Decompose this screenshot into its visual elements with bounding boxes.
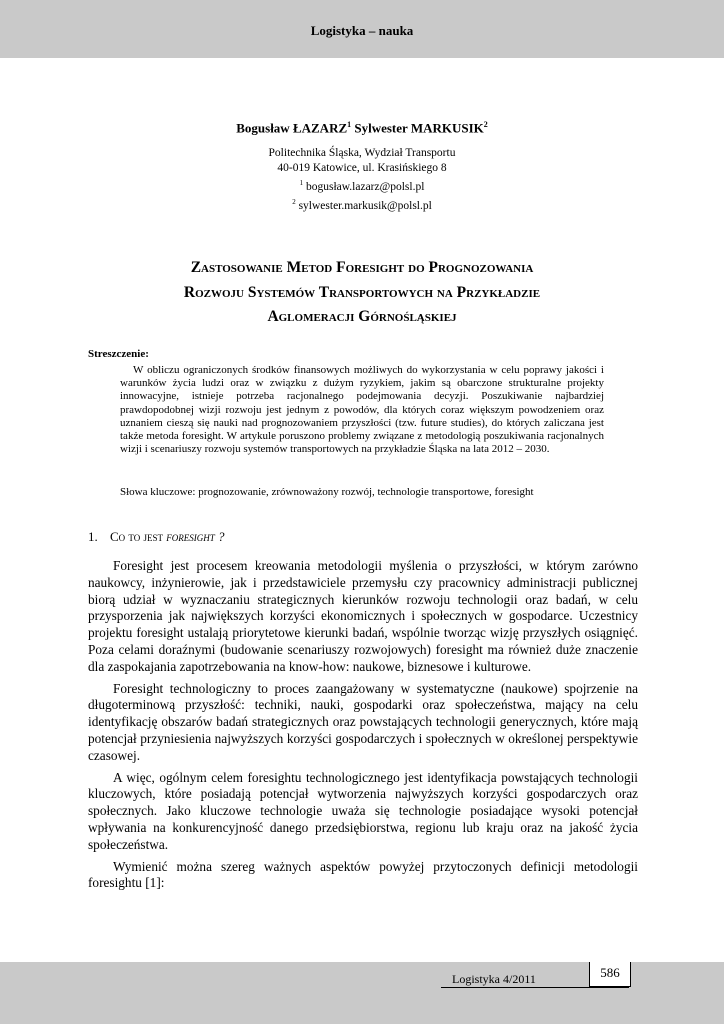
footer-journal: Logistyka 4/2011: [452, 972, 536, 986]
author-2-email: sylwester.markusik@polsl.pl: [298, 199, 432, 212]
author-2-affiliation-mark: 2: [483, 120, 488, 129]
abstract-keywords: Słowa kluczowe: prognozowanie, zrównoważony rozwój, technologie transportowe, foresight: [120, 486, 534, 498]
abstract-label: Streszczenie:: [88, 348, 149, 360]
body-text: [88, 558, 638, 897]
affiliation-email-1-line: [0, 176, 724, 195]
paper-title-line-2: Rozwoju Systemów Transportowych na Przykładzie: [183, 283, 541, 301]
running-header-title: Logistyka – nauka: [310, 23, 414, 38]
paper-title-line-3: Aglomeracji Górnośląskiej: [267, 308, 457, 325]
author-1-name: Bogusław ŁAZARZ: [236, 120, 348, 136]
author-2-name: Sylwester MARKUSIK: [354, 120, 484, 136]
authors-line: [0, 120, 724, 136]
body-paragraph-1: Foresight jest procesem kreowania metodologii myślenia o przyszłości, w którym zarówno naukowcy, inżynierowie, jak i przedstawiciele przemysłu czy pracownicy administracji publicznej biorą udział w wyznaczaniu strategicznych kierunków rozwoju technologii oraz badań, w celu przysporzenia jak największych korzyści ekonomicznych i społecznych w gospodarce. Uczestnicy projektu foresight ustalają priorytetowe kierunki badań, wspólnie tworząc wizję przyszłych osiągnięć. Poza celami doraźnymi (budowanie scenariuszy rozwojowych) foresight ma również duże znaczenie dla zaspokajania zapotrzebowania na know-how: naukowe, biznesowe i kulturowe.: [88, 558, 638, 674]
section-title-italic: foresight ?: [166, 529, 225, 544]
paper-title: [60, 256, 664, 330]
abstract-text: W obliczu ograniczonych środków finansowych możliwych do wykorzystania w celu poprawy jakości i warunków życia ludzi oraz w związku z dużym ryzykiem, jakim są obarczone strukturalne projekty innowacyjne, istnieje potrzeba racjonalnego podejmowania decyzji. Poszukiwanie najbardziej prawdopodobnej wizji rozwoju jest jednym z powodów, dla których coraz większym powodzeniem oraz uznaniem cieszą się nauki nad prognozowaniem przyszłości (tzw. future studies), do których zaliczana jest także metoda foresight. W artykule poruszono problemy związane z metodologią poszukiwania racjonalnych wizji i scenariuszy rozwoju systemów transportowych na przykładzie Śląska na lata 2012 – 2030.: [120, 364, 604, 456]
section-number: 1.: [88, 529, 98, 544]
body-paragraph-3: A więc, ogólnym celem foresightu technologicznego jest identyfikacja powstających technologii kluczowych, które posiadają potencjał wytworzenia najwyższych korzyści gospodarczych oraz społecznych. Jako kluczowe technologie uważa się technologie posiadające wysoki potencjał wpływania na konkurencyjność danego przedsiębiorstwa, regionu lub kraju oraz na jakość życia społeczeństwa.: [88, 769, 638, 852]
author-1-affiliation-mark: 1: [347, 120, 352, 129]
running-header: [0, 0, 724, 58]
affiliation-address: 40-019 Katowice, ul. Krasińskiego 8: [277, 162, 447, 174]
affiliation-institution: Politechnika Śląska, Wydział Transportu: [268, 147, 456, 159]
affiliation-email-2-line: [0, 195, 724, 214]
email-2-mark: 2: [292, 197, 296, 206]
body-paragraph-4: Wymienić można szereg ważnych aspektów powyżej przytoczonych definicji metodologii foresightu [1]:: [88, 858, 638, 891]
section-title: Co to jest: [110, 529, 164, 544]
paper-title-line-1: Zastosowanie Metod Foresight do Prognozowania: [190, 259, 534, 276]
author-1-email: bogusław.lazarz@polsl.pl: [305, 180, 425, 193]
section-heading: [88, 529, 225, 545]
body-paragraph-2: Foresight technologiczny to proces zaangażowany w systematyczne (naukowe) spojrzenie na długoterminową przyszłość: techniki, nauki, gospodarki oraz społeczeństwa, mający na celu identyfikację obszarów badań strategicznych oraz powstających technologii generycznych, które mają potencjał przyniesienia najwyższych korzyści gospodarczych i społecznych w określonej perspektywie czasowej.: [88, 680, 638, 763]
affiliation-block: [0, 146, 724, 214]
footer-rule: [441, 987, 629, 988]
page-number: 586: [589, 962, 631, 987]
email-1-mark: 1: [299, 179, 304, 187]
